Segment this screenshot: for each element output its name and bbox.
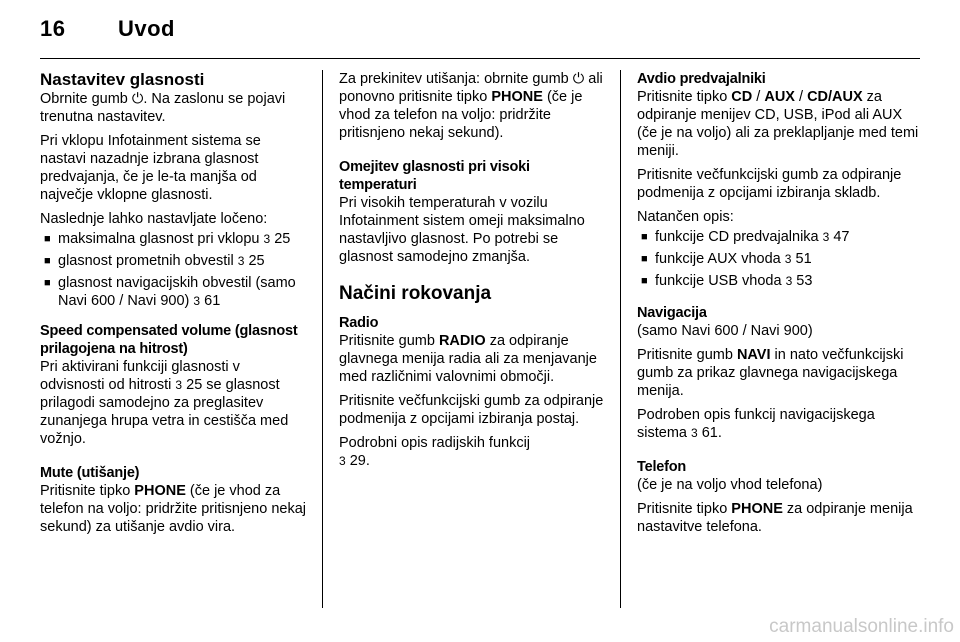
- key-aux: AUX: [764, 89, 795, 105]
- key-phone: PHONE: [134, 483, 186, 499]
- page-ref-icon: 3: [263, 232, 271, 246]
- page-number: 16: [40, 16, 66, 41]
- key-navi: NAVI: [736, 347, 771, 363]
- heading-audio-players: Avdio predvajalniki: [637, 71, 766, 87]
- column-2: [339, 70, 609, 476]
- page-ref-icon: 3: [691, 426, 698, 440]
- power-knob-icon: ⏻: [572, 71, 585, 87]
- key-radio: RADIO: [438, 333, 486, 349]
- bullet-icon: ■: [44, 277, 51, 289]
- bullet-icon: ■: [44, 233, 51, 245]
- page-ref-icon: 3: [785, 274, 793, 288]
- heading-operating-modes: Načini rokovanja: [339, 283, 492, 304]
- list-item: ■ funkcije USB vhoda 3 53: [641, 273, 813, 289]
- power-knob-icon: ⏻: [131, 91, 144, 107]
- volume-options-list: [40, 230, 308, 310]
- list-item: ■ funkcije AUX vhoda 3 51: [641, 251, 812, 267]
- paragraph: Pri aktivirani funkciji glasnosti v odvisnosti od hitrosti 3 25 se glasnost prilagodi samodejno za preglasitev zunanjega hrupa vetra in cestišča med vožnjo.: [40, 359, 289, 447]
- list-item: ■ maksimalna glasnost pri vklopu 3 25: [44, 231, 291, 247]
- column-divider: [620, 70, 621, 608]
- paragraph: Podroben opis funkcij navigacijskega sistema 3 61.: [637, 407, 875, 441]
- heading-volume-setting: Nastavitev glasnosti: [40, 70, 205, 89]
- paragraph: Za prekinitev utišanja: obrnite gumb ⏻ ali ponovno pritisnite tipko PHONE (če je vhod za telefon na voljo: pridržite pritisnjeno nekaj sekund).: [339, 71, 603, 141]
- list-item: ■ funkcije CD predvajalnika 3 47: [641, 229, 850, 245]
- paragraph: Podrobni opis radijskih funkcij 3 29.: [339, 435, 531, 469]
- paragraph: Naslednje lahko nastavljate ločeno:: [40, 211, 268, 227]
- paragraph: Pritisnite večfunkcijski gumb za odpiranje podmenija z opcijami izbiranja postaj.: [339, 393, 604, 427]
- page-title: Uvod: [118, 16, 175, 41]
- paragraph: (samo Navi 600 / Navi 900): [637, 323, 813, 339]
- page-ref-icon: 3: [175, 378, 183, 392]
- paragraph: Pritisnite gumb NAVI in nato večfunkcijski gumb za prikaz glavnega navigacijskega menija.: [637, 347, 904, 399]
- page-header: [40, 14, 920, 59]
- list-item: ■ glasnost navigacijskih obvestil (samo Navi 600 / Navi 900) 3 61: [44, 275, 296, 309]
- page-ref-icon: 3: [237, 254, 245, 268]
- column-divider: [322, 70, 323, 608]
- bullet-icon: ■: [641, 253, 648, 265]
- bullet-icon: ■: [641, 275, 648, 287]
- list-item: ■ glasnost prometnih obvestil 3 25: [44, 253, 265, 269]
- heading-temperature-limit: Omejitev glasnosti pri visoki temperaturi: [339, 159, 530, 193]
- function-refs-list: [637, 228, 925, 290]
- page-ref-icon: 3: [784, 252, 792, 266]
- column-3: [637, 70, 925, 542]
- paragraph: (če je na voljo vhod telefona): [637, 477, 823, 493]
- bullet-icon: ■: [641, 231, 648, 243]
- heading-phone: Telefon: [637, 459, 687, 475]
- paragraph: Pri visokih temperaturah v vozilu Infotainment sistem omeji maksimalno nastavljivo glasnost. Po potrebi se glasnost samodejno zmanjša.: [339, 195, 585, 265]
- heading-radio: Radio: [339, 315, 379, 331]
- paragraph: Pri vklopu Infotainment sistema se nastavi nazadnje izbrana glasnost predvajanja, če je le-ta manjša od največje vklopne glasnosti.: [40, 133, 261, 203]
- paragraph: Pritisnite tipko PHONE (če je vhod za telefon na voljo: pridržite pritisnjeno nekaj sekund) za utišanje avdio vira.: [40, 483, 306, 535]
- paragraph: Pritisnite gumb RADIO za odpiranje glavnega menija radia ali za menjavanje med različnimi valovnimi območji.: [339, 333, 597, 385]
- paragraph: Pritisnite tipko CD / AUX / CD/AUX za odpiranje menijev CD, USB, iPod ali AUX (če je na voljo) ali za preklapljanje med temi meniji.: [637, 89, 919, 159]
- key-phone: PHONE: [731, 501, 783, 517]
- paragraph: Obrnite gumb ⏻. Na zaslonu se pojavi trenutna nastavitev.: [40, 91, 286, 125]
- key-phone: PHONE: [491, 89, 543, 105]
- heading-mute: Mute (utišanje): [40, 465, 140, 481]
- heading-navigation: Navigacija: [637, 305, 707, 321]
- key-cd-aux: CD/AUX: [807, 89, 863, 105]
- paragraph: Pritisnite večfunkcijski gumb za odpiranje podmenija z opcijami izbiranja skladb.: [637, 167, 902, 201]
- heading-speed-compensated: Speed compensated volume (glasnost prilagojena na hitrost): [40, 323, 298, 357]
- key-cd: CD: [731, 89, 753, 105]
- column-1: [40, 70, 308, 542]
- bullet-icon: ■: [44, 255, 51, 267]
- page-ref-icon: 3: [339, 454, 346, 468]
- paragraph: Pritisnite tipko PHONE za odpiranje menija nastavitve telefona.: [637, 501, 913, 535]
- paragraph: Natančen opis:: [637, 209, 734, 225]
- page-ref-icon: 3: [822, 230, 830, 244]
- watermark: carmanualsonline.info: [769, 616, 954, 637]
- page-ref-icon: 3: [193, 294, 201, 308]
